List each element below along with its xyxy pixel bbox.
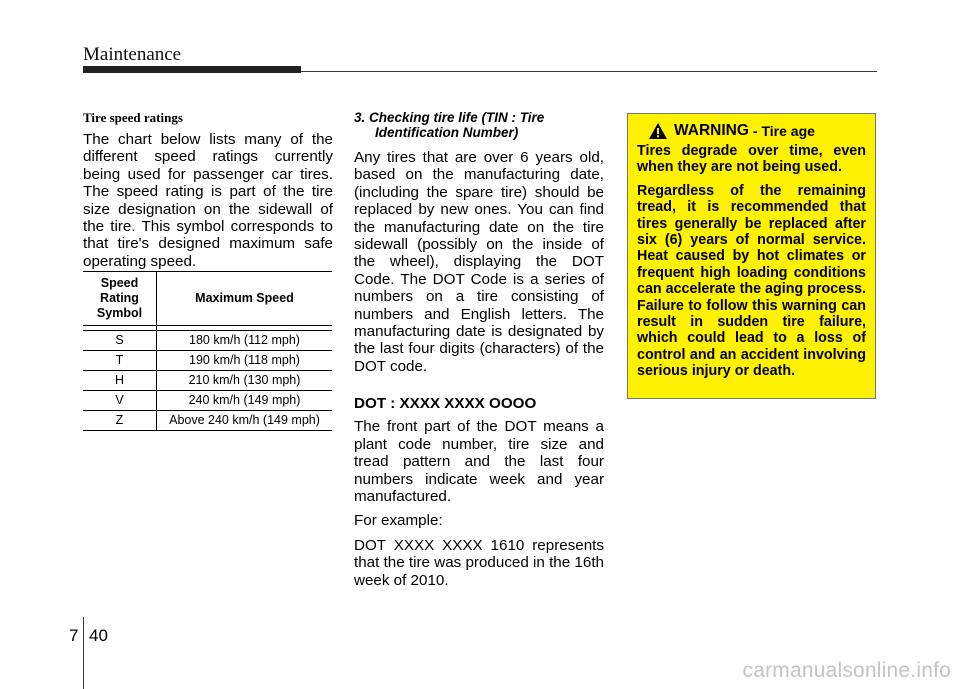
tire-life-section: [354, 110, 604, 596]
dot-code-format: DOT : XXXX XXXX OOOO: [354, 395, 537, 413]
page-header-title: Maintenance: [83, 44, 182, 65]
max-speed: 190 km/h (118 mph): [157, 351, 333, 371]
chapter-number: 7: [69, 626, 79, 645]
table-row: [83, 351, 332, 371]
warning-triangle-icon: [648, 122, 668, 140]
header-bar: [83, 66, 301, 73]
warning-subject: - Tire age: [752, 123, 815, 139]
max-speed: 210 km/h (130 mph): [157, 371, 333, 391]
speed-symbol: V: [83, 391, 157, 411]
speed-symbol: H: [83, 371, 157, 391]
table-row: [83, 391, 332, 411]
max-speed: Above 240 km/h (149 mph): [157, 411, 333, 431]
max-speed: 180 km/h (112 mph): [157, 331, 333, 351]
warning-paragraph: Regardless of the remaining tread, it is recommended that tires generally be replaced after six (6) years of normal service. Heat caused by hot climates or frequent high loading conditions can accelerate the aging process. Failure to follow this warning can result in sudden tire failure, which could lead to a loss of control and an accident involving serious injury or death.: [637, 182, 866, 380]
tire-life-paragraph: Any tires that are over 6 years old, based on the manufacturing date, (including the spare tire) should be replaced by new ones. You can find the manufacturing date on the tire sidewall (possibly on the inside of the wheel), displaying the DOT Code. The DOT Code is a series of numbers on a tire consisting of numbers and English letters. The manufacturing date is designated by the last four digits (characters) of the DOT code.: [354, 149, 604, 375]
speed-symbol: Z: [83, 411, 157, 431]
speed-rating-table: [83, 271, 332, 431]
example-text: DOT XXXX XXXX 1610 represents that the tire was produced in the 16th week of 2010.: [354, 536, 604, 589]
tire-life-heading: [354, 110, 604, 140]
footer-divider: [83, 617, 84, 689]
speed-ratings-intro: The chart below lists many of the different speed ratings currently being used for passenger car tires. The speed rating is part of the tire size designation on the sidewall of the tire. This symbol corresponds to that tire's designed maximum safe operating speed.: [83, 131, 333, 270]
tire-life-heading-line2: Identification Number): [375, 125, 519, 140]
example-label: For example:: [354, 512, 443, 530]
header-rule: [301, 71, 877, 72]
tire-life-heading-line1: 3. Checking tire life (TIN : Tire: [354, 110, 545, 125]
col-header-max-speed: Maximum Speed: [157, 272, 333, 326]
speed-ratings-heading: Tire speed ratings: [83, 110, 183, 125]
dot-explanation: The front part of the DOT means a plant code number, tire size and tread pattern and the last four numbers indicate week and year manufactured.: [354, 418, 604, 505]
watermark: carmanualsonline.info: [742, 659, 951, 682]
warning-label: WARNING: [674, 122, 749, 139]
page-number: 40: [89, 626, 108, 645]
max-speed: 240 km/h (149 mph): [157, 391, 333, 411]
speed-symbol: S: [83, 331, 157, 351]
warning-paragraph: Tires degrade over time, even when they are not being used.: [637, 143, 866, 176]
table-row: [83, 371, 332, 391]
table-row: [83, 331, 332, 351]
col-header-symbol: Speed Rating Symbol: [83, 272, 157, 326]
speed-ratings-section: [83, 110, 333, 270]
table-row: [83, 411, 332, 431]
warning-box: [627, 113, 876, 399]
warning-title: [648, 122, 866, 140]
speed-symbol: T: [83, 351, 157, 371]
